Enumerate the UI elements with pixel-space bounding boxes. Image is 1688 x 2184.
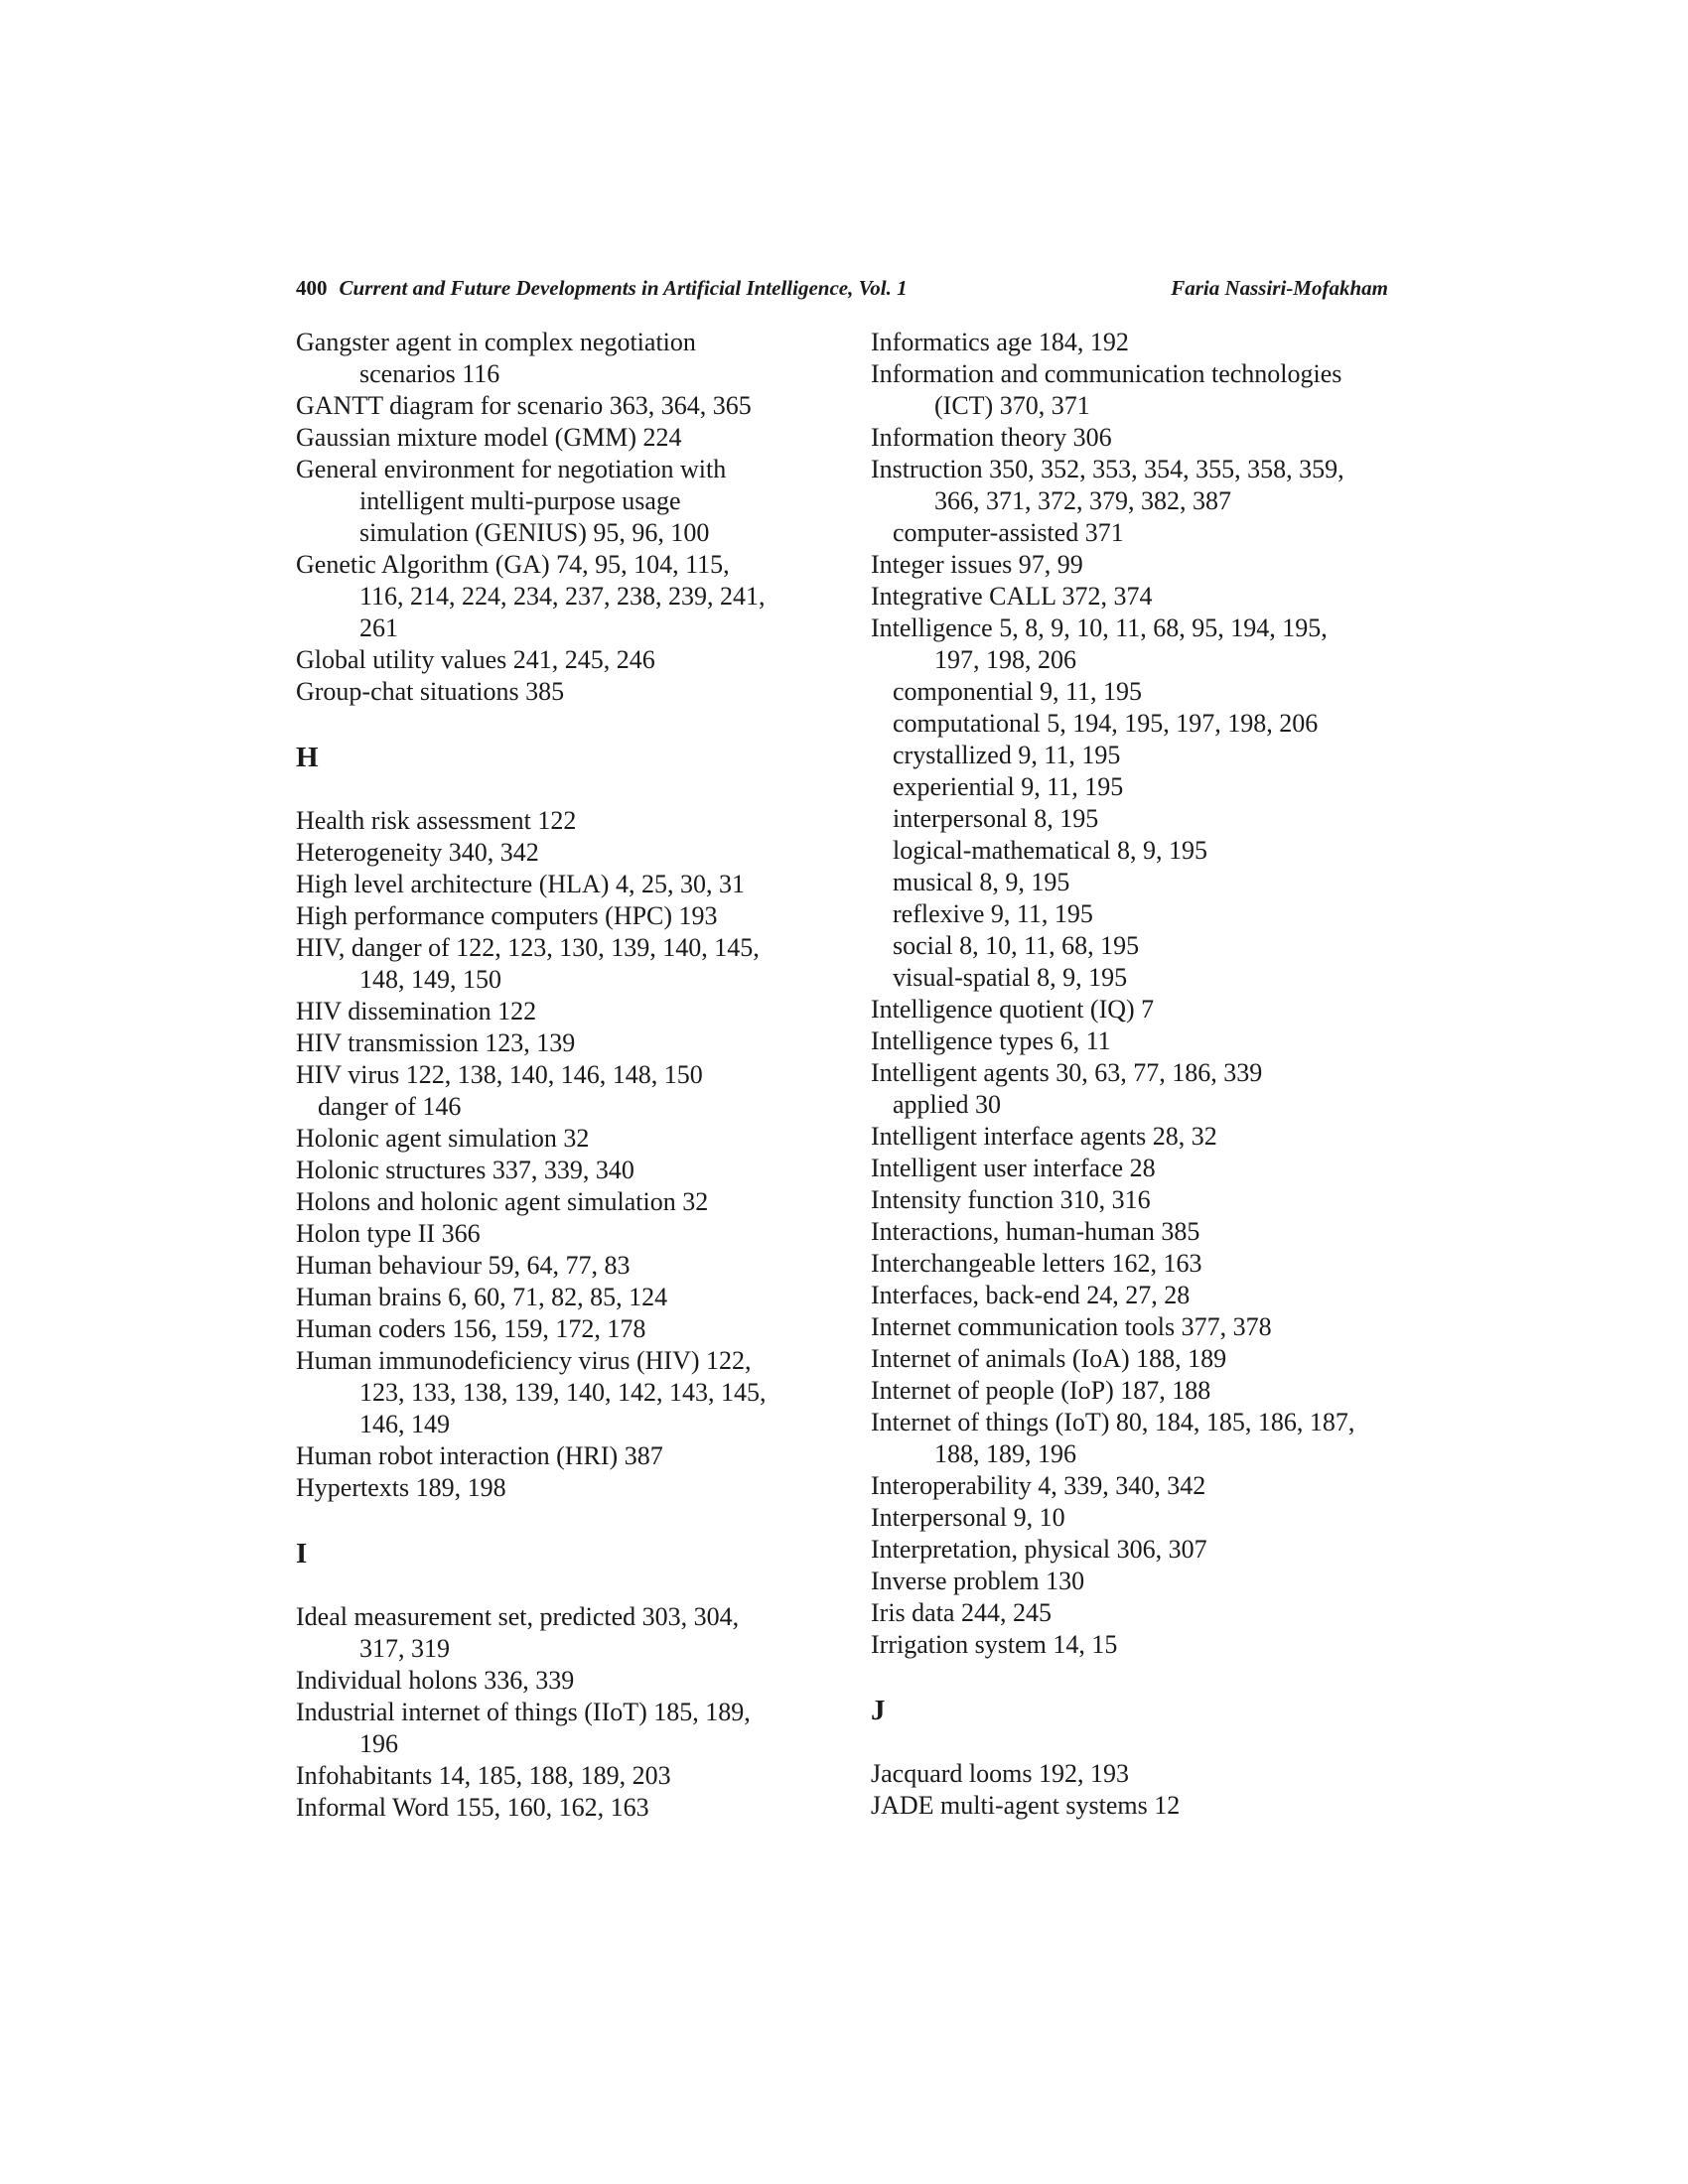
index-entry [871, 1311, 1407, 1343]
index-entry [296, 1027, 832, 1059]
index-entry-text: visual-spatial 8, 9, 195 [893, 963, 1128, 992]
index-subentry [871, 1089, 1407, 1121]
index-entry [296, 1186, 832, 1218]
index-entry [296, 869, 832, 900]
index-entry-text: HIV virus 122, 138, 140, 146, 148, 150 [296, 1060, 703, 1089]
index-entry-text: Integrative CALL 372, 374 [871, 582, 1153, 611]
index-entry-continuation: 197, 198, 206 [934, 645, 1076, 674]
index-entry-continuation: simulation (GENIUS) 95, 96, 100 [359, 518, 710, 547]
index-entry-continuation: 116, 214, 224, 234, 237, 238, 239, 241, [359, 582, 766, 611]
index-subentry [871, 708, 1407, 740]
index-entry-text: Informatics age 184, 192 [871, 328, 1129, 356]
index-entry [296, 1123, 832, 1155]
running-head [296, 274, 1388, 302]
index-entry [296, 1059, 832, 1091]
index-entry-continuation: 123, 133, 138, 139, 140, 142, 143, 145, [359, 1378, 767, 1407]
index-entry [296, 1792, 832, 1824]
index-entry-text: High level architecture (HLA) 4, 25, 30, 31 [296, 870, 745, 898]
index-entry-text: Iris data 244, 245 [871, 1598, 1052, 1627]
index-entry [296, 1155, 832, 1186]
index-entry [871, 454, 1407, 517]
index-entry-continuation: 317, 319 [359, 1634, 450, 1663]
index-entry-text: Intensity function 310, 316 [871, 1185, 1151, 1214]
index-entry [871, 1758, 1407, 1790]
index-entry-text: logical-mathematical 8, 9, 195 [893, 836, 1207, 865]
index-entry [871, 1597, 1407, 1629]
index-entry-text: Intelligence 5, 8, 9, 10, 11, 68, 95, 194, 195, [871, 614, 1328, 642]
index-entry-text: HIV transmission 123, 139 [296, 1028, 576, 1057]
index-entry-text: Inverse problem 130 [871, 1567, 1085, 1595]
index-column-right [871, 327, 1407, 1822]
index-entry [296, 327, 832, 390]
index-entry [296, 676, 832, 708]
index-subentry [871, 962, 1407, 994]
index-entry-text: Individual holons 336, 339 [296, 1666, 575, 1695]
index-entry [871, 422, 1407, 454]
index-entry-text: Genetic Algorithm (GA) 74, 95, 104, 115, [296, 550, 730, 579]
section-letter-i: I [296, 1538, 308, 1570]
index-entry-continuation: 188, 189, 196 [934, 1439, 1076, 1468]
index-entry [296, 1760, 832, 1792]
index-entry [871, 1629, 1407, 1661]
index-entry [296, 1282, 832, 1313]
index-subentry [871, 898, 1407, 930]
index-entry-text: Information theory 306 [871, 423, 1112, 452]
index-entry-text: Gaussian mixture model (GMM) 224 [296, 423, 682, 452]
author-name: Faria Nassiri-Mofakham [1171, 276, 1388, 300]
index-entry-text: Interchangeable letters 162, 163 [871, 1249, 1202, 1278]
index-entry-text: General environment for negotiation with [296, 455, 727, 483]
index-entry [296, 1440, 832, 1472]
index-entry-text: Human behaviour 59, 64, 77, 83 [296, 1251, 631, 1280]
index-entry [871, 1375, 1407, 1407]
index-entry-text: Holonic agent simulation 32 [296, 1124, 590, 1153]
index-entry [296, 837, 832, 869]
index-entry-text: Interactions, human-human 385 [871, 1217, 1200, 1246]
index-entry-text: Internet communication tools 377, 378 [871, 1312, 1272, 1341]
index-entry-text: JADE multi-agent systems 12 [871, 1791, 1181, 1820]
index-subentry [871, 835, 1407, 867]
index-entry-text: computational 5, 194, 195, 197, 198, 206 [893, 709, 1319, 738]
index-entry-text: Holonic structures 337, 339, 340 [296, 1156, 634, 1184]
index-entry [871, 549, 1407, 581]
index-entry [296, 390, 832, 422]
entry-list-i-right [871, 327, 1407, 1661]
index-entry-text: Jacquard looms 192, 193 [871, 1759, 1129, 1788]
index-entry [871, 1248, 1407, 1280]
index-entry [871, 994, 1407, 1025]
index-entry [871, 1502, 1407, 1534]
index-entry-continuation: (ICT) 370, 371 [934, 391, 1090, 420]
index-entry [296, 1665, 832, 1697]
index-entry-text: Human immunodeficiency virus (HIV) 122, [296, 1346, 752, 1375]
index-entry [871, 1470, 1407, 1502]
index-entry [296, 644, 832, 676]
index-subentry [871, 930, 1407, 962]
index-entry-text: experiential 9, 11, 195 [893, 772, 1124, 801]
index-entry [296, 1313, 832, 1345]
index-entry-text: danger of 146 [318, 1092, 462, 1121]
index-entry-text: High performance computers (HPC) 193 [296, 901, 718, 930]
index-entry-text: Heterogeneity 340, 342 [296, 838, 539, 867]
index-entry-continuation: scenarios 116 [359, 359, 500, 388]
entry-list-g [296, 327, 832, 708]
index-entry-text: Internet of things (IoT) 80, 184, 185, 186, 187, [871, 1408, 1355, 1436]
entry-list-h [296, 805, 832, 1504]
index-entry-text: Intelligent agents 30, 63, 77, 186, 339 [871, 1058, 1263, 1087]
index-entry [871, 327, 1407, 358]
index-entry-continuation: 261 [359, 614, 398, 642]
index-entry [871, 1407, 1407, 1470]
index-entry-continuation: 196 [359, 1729, 398, 1758]
index-entry [296, 454, 832, 549]
index-entry-text: componential 9, 11, 195 [893, 677, 1143, 706]
section-letter-j: J [871, 1695, 886, 1726]
index-entry-text: Human brains 6, 60, 71, 82, 85, 124 [296, 1283, 668, 1311]
index-subentry [871, 740, 1407, 771]
index-entry-text: applied 30 [893, 1090, 1002, 1119]
index-entry-text: Internet of animals (IoA) 188, 189 [871, 1344, 1227, 1373]
index-entry-text: Health risk assessment 122 [296, 806, 577, 835]
index-entry-text: Irrigation system 14, 15 [871, 1630, 1118, 1659]
entry-list-j [871, 1758, 1407, 1822]
index-entry-text: Intelligent interface agents 28, 32 [871, 1122, 1217, 1151]
index-entry [296, 1345, 832, 1440]
index-entry [871, 1121, 1407, 1153]
index-entry [871, 1216, 1407, 1248]
index-entry [871, 581, 1407, 613]
index-entry [871, 1534, 1407, 1566]
section-letter-h: H [296, 742, 319, 773]
index-entry-text: interpersonal 8, 195 [893, 804, 1099, 833]
index-entry-text: Informal Word 155, 160, 162, 163 [296, 1793, 649, 1822]
index-entry-text: Interfaces, back-end 24, 27, 28 [871, 1281, 1191, 1309]
index-entry-text: social 8, 10, 11, 68, 195 [893, 931, 1140, 960]
index-entry [871, 358, 1407, 422]
index-entry [871, 1566, 1407, 1597]
index-entry-text: GANTT diagram for scenario 363, 364, 365 [296, 391, 752, 420]
index-entry [296, 422, 832, 454]
index-entry-text: Internet of people (IoP) 187, 188 [871, 1376, 1211, 1405]
index-entry-text: Interpersonal 9, 10 [871, 1503, 1065, 1532]
index-entry [871, 1280, 1407, 1311]
index-entry [871, 1025, 1407, 1057]
index-entry [296, 1601, 832, 1665]
index-entry-text: Information and communication technologies [871, 359, 1342, 388]
index-entry-text: Intelligence types 6, 11 [871, 1026, 1111, 1055]
index-subentry [871, 517, 1407, 549]
index-entry [296, 900, 832, 932]
index-entry-text: computer-assisted 371 [893, 518, 1124, 547]
index-entry-text: crystallized 9, 11, 195 [893, 741, 1121, 769]
index-entry-text: Hypertexts 189, 198 [296, 1473, 506, 1502]
index-entry-text: musical 8, 9, 195 [893, 868, 1070, 896]
index-entry [871, 613, 1407, 676]
index-entry-text: Human robot interaction (HRI) 387 [296, 1441, 663, 1470]
index-subentry [871, 676, 1407, 708]
book-title: Current and Future Developments in Artificial Intelligence, Vol. 1 [339, 276, 908, 300]
index-entry-text: Ideal measurement set, predicted 303, 304, [296, 1602, 740, 1631]
index-column-left [296, 327, 832, 1824]
index-entry [871, 1057, 1407, 1089]
index-entry-continuation: 366, 371, 372, 379, 382, 387 [934, 486, 1231, 515]
index-entry [871, 1153, 1407, 1184]
index-subentry [871, 803, 1407, 835]
index-entry-text: Intelligence quotient (IQ) 7 [871, 995, 1155, 1024]
index-entry-continuation: 146, 149 [359, 1410, 450, 1438]
page-number: 400 [296, 276, 328, 300]
index-entry-text: HIV, danger of 122, 123, 130, 139, 140, 145, [296, 933, 760, 962]
index-entry-text: Instruction 350, 352, 353, 354, 355, 358, 359, [871, 455, 1344, 483]
entry-list-i-left [296, 1601, 832, 1824]
index-entry [296, 1218, 832, 1250]
index-entry-text: Holon type II 366 [296, 1219, 481, 1248]
index-entry-text: Infohabitants 14, 185, 188, 189, 203 [296, 1761, 671, 1790]
index-subentry [871, 771, 1407, 803]
index-entry [871, 1343, 1407, 1375]
index-entry-text: Gangster agent in complex negotiation [296, 328, 696, 356]
index-entry-text: Global utility values 241, 245, 246 [296, 645, 655, 674]
index-subentry [296, 1091, 832, 1123]
index-entry-text: HIV dissemination 122 [296, 997, 537, 1025]
index-entry [871, 1184, 1407, 1216]
index-entry-text: Group-chat situations 385 [296, 677, 565, 706]
index-entry [296, 932, 832, 996]
index-subentry [871, 867, 1407, 898]
index-entry-text: Interoperability 4, 339, 340, 342 [871, 1471, 1206, 1500]
index-entry-text: Holons and holonic agent simulation 32 [296, 1187, 709, 1216]
index-entry [296, 1472, 832, 1504]
index-entry-text: Intelligent user interface 28 [871, 1154, 1156, 1182]
index-entry-continuation: 148, 149, 150 [359, 965, 501, 994]
index-entry [296, 1697, 832, 1760]
index-entry [296, 996, 832, 1027]
index-entry-text: Industrial internet of things (IIoT) 185, 189, [296, 1698, 751, 1726]
index-entry-text: reflexive 9, 11, 195 [893, 899, 1093, 928]
index-entry [296, 1250, 832, 1282]
index-entry-text: Integer issues 97, 99 [871, 550, 1083, 579]
index-entry [871, 1790, 1407, 1822]
index-entry [296, 805, 832, 837]
index-entry-continuation: intelligent multi-purpose usage [359, 486, 681, 515]
index-entry-text: Interpretation, physical 306, 307 [871, 1535, 1207, 1564]
index-entry-text: Human coders 156, 159, 172, 178 [296, 1314, 646, 1343]
index-entry [296, 549, 832, 644]
